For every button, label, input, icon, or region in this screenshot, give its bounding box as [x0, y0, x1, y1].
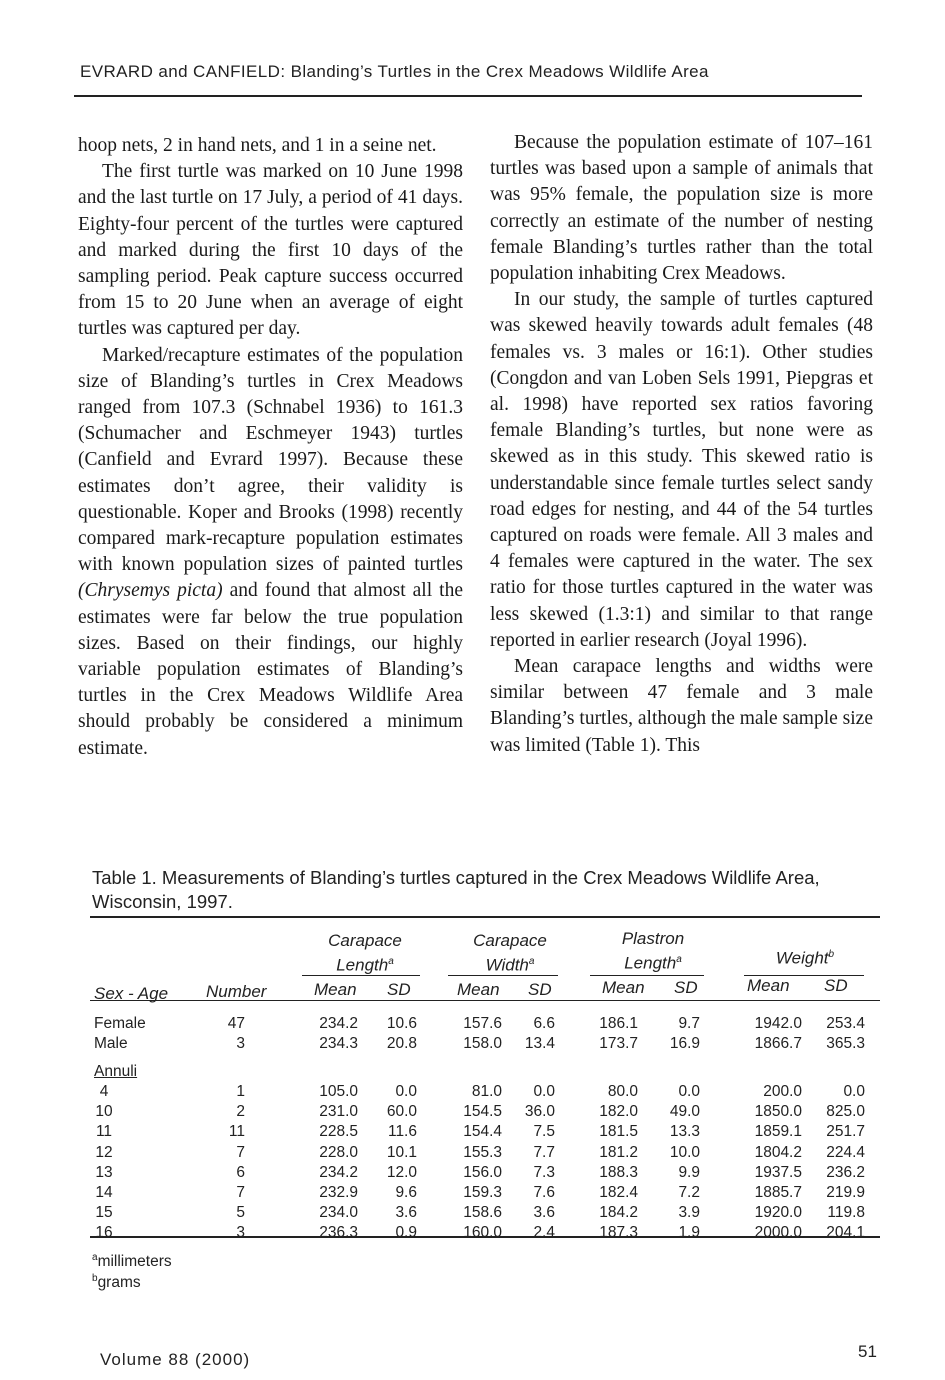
carapace-width-mean-cell: 159.3	[463, 1184, 502, 1201]
plastron-length-sd-cell: 10.0	[669, 1143, 700, 1161]
carapace-width-mean-cell: 157.6	[463, 1015, 502, 1032]
carapace-length-sd-cell: 0.9	[395, 1224, 417, 1242]
sex-age-cell: Female	[94, 1015, 146, 1032]
carapace-length-sd-cell: 9.6	[395, 1184, 417, 1201]
superscript: a	[388, 956, 394, 967]
plastron-length-sd-cell: 9.9	[678, 1163, 700, 1181]
sex-age-cell: 16	[95, 1224, 113, 1242]
table-row	[90, 1035, 880, 1055]
number-cell: 2	[236, 1103, 245, 1121]
carapace-length-mean-cell: 228.5	[319, 1123, 358, 1141]
table-row	[90, 1184, 880, 1204]
carapace-length-mean-cell: 234.0	[319, 1204, 358, 1222]
sex-age-cell: 10	[95, 1103, 113, 1121]
table-top-rule	[90, 916, 880, 918]
footnote-b	[92, 1273, 141, 1292]
carapace-width-sd-cell: 7.5	[533, 1123, 555, 1141]
measurements-table	[90, 916, 884, 1246]
table-row	[90, 1123, 880, 1143]
number-cell: 11	[228, 1123, 245, 1141]
footnote-mark: b	[92, 1273, 98, 1284]
column-header-sd: SD	[824, 976, 848, 995]
number-cell: 47	[227, 1015, 245, 1032]
group-header-label: Length	[336, 955, 389, 975]
sex-age-cell: 14	[95, 1184, 113, 1201]
weight-sd-cell: 236.2	[826, 1163, 865, 1181]
sex-age-cell: 11	[95, 1123, 113, 1141]
number-cell: 3	[236, 1224, 245, 1242]
left-paragraph-1: hoop nets, 2 in hand nets, and 1 in a seine net.	[78, 135, 437, 156]
group-header-line2	[440, 951, 580, 976]
column-header-sd: SD	[387, 980, 411, 999]
weight-sd-cell: 825.0	[826, 1103, 865, 1121]
carapace-width-sd-cell: 6.6	[533, 1015, 555, 1032]
left-paragraph-3	[78, 343, 463, 762]
weight-mean-cell: 2000.0	[754, 1224, 802, 1242]
table-row	[90, 1083, 880, 1103]
sex-age-cell: 13	[95, 1163, 113, 1181]
carapace-length-sd-cell: 11.6	[387, 1123, 417, 1141]
column-header-sd: SD	[528, 980, 552, 999]
right-column	[490, 130, 873, 759]
plastron-length-mean-cell: 181.2	[599, 1143, 638, 1161]
sex-age-cell: 12	[95, 1143, 113, 1161]
number-cell: 6	[236, 1163, 245, 1181]
column-header-mean: Mean	[457, 980, 500, 999]
plastron-length-sd-cell: 0.0	[678, 1083, 700, 1100]
plastron-length-sd-cell: 9.7	[678, 1015, 700, 1032]
footnote-a	[92, 1252, 172, 1271]
left-paragraph-3-part-a: Marked/recapture estimates of the population size of Blanding’s turtles in Crex Meadows ranged from 107.3 (Schnabel 1936) to 161.3 (Schumacher and Eschmeyer 1943) turtles (Canfield and Evrard 1997). Because these estimates don’t agree, their validity is questionable. Koper and Brooks (1998) recently compared mark-recapture population estimates with known population sizes of painted turtles	[78, 344, 463, 576]
superscript: a	[528, 956, 535, 967]
left-paragraph-2: The first turtle was marked on 10 June 1998 and the last turtle on 17 July, a period of 41 days. Eighty-four percent of the turtles were captured and marked during the first 10 days of the sampling period. Peak capture success occurred from 15 to 20 June when an average of eight turtles was captured per day.	[78, 161, 463, 340]
carapace-width-mean-cell: 154.4	[463, 1123, 502, 1141]
group-header-line1: Carapace	[328, 931, 402, 950]
group-header-carapace-width	[440, 930, 580, 976]
weight-mean-cell: 1859.1	[754, 1123, 802, 1141]
carapace-width-sd-cell: 0.0	[533, 1083, 555, 1100]
plastron-length-mean-cell: 188.3	[599, 1163, 638, 1181]
sex-age-cell: 15	[95, 1204, 113, 1222]
column-header-mean: Mean	[747, 976, 790, 995]
group-header-plastron-length	[583, 928, 723, 974]
carapace-width-mean-cell: 158.6	[463, 1204, 502, 1222]
carapace-length-sd-cell: 10.6	[386, 1015, 417, 1032]
group-header-line1: Carapace	[473, 931, 547, 950]
carapace-width-mean-cell: 156.0	[463, 1163, 502, 1181]
group-header-weight	[730, 944, 880, 969]
group-header-line2	[730, 944, 880, 969]
table-bottom-rule	[90, 1236, 880, 1238]
plastron-length-mean-cell: 182.4	[599, 1184, 638, 1201]
table-row	[90, 1164, 880, 1184]
group-header-label: Length	[624, 953, 677, 973]
carapace-length-sd-cell: 0.0	[395, 1083, 417, 1100]
column-header-mean: Mean	[602, 978, 645, 997]
weight-sd-cell: 253.4	[826, 1015, 865, 1032]
weight-sd-cell: 0.0	[843, 1083, 865, 1100]
superscript: b	[828, 949, 835, 960]
footnote-text: grams	[97, 1274, 141, 1292]
header-rule	[74, 95, 862, 97]
carapace-length-sd-cell: 12.0	[386, 1163, 417, 1181]
plastron-length-mean-cell: 80.0	[607, 1083, 638, 1100]
carapace-width-sd-cell: 7.6	[533, 1184, 555, 1201]
carapace-width-sd-cell: 7.7	[533, 1143, 555, 1161]
weight-mean-cell: 1866.7	[754, 1035, 802, 1053]
plastron-length-mean-cell: 181.5	[599, 1123, 638, 1141]
weight-sd-cell: 365.3	[826, 1035, 865, 1053]
plastron-length-sd-cell: 7.2	[678, 1184, 700, 1201]
group-rule-plastron-length	[590, 975, 704, 976]
carapace-width-mean-cell: 160.0	[463, 1224, 502, 1242]
plastron-length-mean-cell: 186.1	[599, 1015, 638, 1032]
weight-sd-cell: 204.1	[826, 1224, 865, 1242]
weight-sd-cell: 224.4	[826, 1143, 865, 1161]
group-rule-carapace-length	[302, 975, 420, 976]
sex-age-cell: Male	[94, 1035, 128, 1053]
group-rule-carapace-width	[448, 975, 558, 976]
sex-age-cell: 4	[99, 1083, 109, 1100]
superscript: a	[676, 954, 682, 965]
weight-mean-cell: 1850.0	[754, 1103, 802, 1121]
carapace-length-mean-cell: 234.3	[319, 1035, 358, 1053]
plastron-length-mean-cell: 187.3	[599, 1224, 638, 1242]
annuli-label: Annuli	[94, 1063, 138, 1080]
plastron-length-sd-cell: 13.3	[669, 1123, 700, 1141]
column-header-sex-age: Sex - Age	[94, 984, 169, 1003]
weight-mean-cell: 1920.0	[754, 1204, 802, 1222]
plastron-length-sd-cell: 1.9	[678, 1224, 700, 1242]
column-header-mean: Mean	[314, 980, 357, 999]
table-caption: Table 1. Measurements of Blanding’s turtles captured in the Crex Meadows Wildlife Area, Wisconsin, 1997.	[92, 867, 820, 912]
carapace-length-mean-cell: 231.0	[319, 1103, 358, 1121]
carapace-length-mean-cell: 236.3	[319, 1224, 358, 1242]
weight-mean-cell: 1885.7	[754, 1184, 802, 1201]
table-row	[90, 1015, 880, 1035]
footnote-mark: a	[92, 1252, 98, 1263]
column-header-number: Number	[206, 982, 267, 1001]
table-header-rule	[90, 1000, 880, 1001]
table-row	[90, 1204, 880, 1224]
number-cell: 7	[236, 1184, 245, 1201]
left-paragraph-3-part-b: and found that almost all the estimates were far below the true population sizes. Based on their findings, our highly variable population estimates of Blanding’s turtles in the Crex Meadows Wildlife Area should probably be considered a minimum estimate.	[78, 580, 463, 759]
number-cell: 7	[236, 1143, 245, 1161]
plastron-length-mean-cell: 184.2	[599, 1204, 638, 1222]
weight-sd-cell: 119.8	[827, 1204, 865, 1222]
carapace-width-mean-cell: 155.3	[463, 1143, 502, 1161]
page-number: 51	[858, 1342, 877, 1361]
running-head: EVRARD and CANFIELD: Blanding’s Turtles in the Crex Meadows Wildlife Area	[80, 62, 709, 81]
left-column	[78, 133, 463, 762]
group-header-line2	[583, 949, 723, 974]
plastron-length-mean-cell: 173.7	[599, 1035, 638, 1053]
carapace-length-mean-cell: 234.2	[319, 1163, 358, 1181]
group-header-label: Width	[485, 955, 529, 975]
species-name: (Chrysemys picta)	[78, 580, 223, 602]
table-row	[90, 1103, 880, 1123]
carapace-length-sd-cell: 20.8	[386, 1035, 417, 1053]
carapace-length-sd-cell: 60.0	[386, 1103, 417, 1121]
carapace-width-mean-cell: 154.5	[463, 1103, 502, 1121]
carapace-length-mean-cell: 105.0	[319, 1083, 358, 1100]
group-header-carapace-length	[295, 930, 435, 976]
weight-sd-cell: 251.7	[826, 1123, 865, 1141]
carapace-width-mean-cell: 81.0	[471, 1083, 502, 1100]
plastron-length-sd-cell: 49.0	[669, 1103, 700, 1121]
plastron-length-sd-cell: 3.9	[678, 1204, 700, 1222]
weight-mean-cell: 200.0	[763, 1083, 802, 1100]
carapace-length-sd-cell: 10.1	[386, 1143, 417, 1161]
weight-sd-cell: 219.9	[826, 1184, 865, 1201]
volume-footer: Volume 88 (2000)	[100, 1350, 251, 1369]
column-header-sd: SD	[674, 978, 698, 997]
group-header-line2	[295, 951, 435, 976]
right-paragraph-3: Mean carapace lengths and widths were similar between 47 female and 3 male Blanding’s turtles, although the male sample size was limited (Table 1). This	[490, 656, 873, 756]
footnote-text: millimeters	[97, 1253, 172, 1271]
carapace-width-sd-cell: 13.4	[524, 1035, 555, 1053]
weight-mean-cell: 1937.5	[754, 1163, 802, 1181]
weight-mean-cell: 1942.0	[754, 1015, 802, 1032]
carapace-width-sd-cell: 3.6	[533, 1204, 555, 1222]
carapace-width-sd-cell: 36.0	[524, 1103, 555, 1121]
carapace-length-mean-cell: 228.0	[319, 1143, 358, 1161]
group-header-label: Weight	[775, 948, 829, 968]
number-cell: 1	[236, 1083, 245, 1100]
right-paragraph-2: In our study, the sample of turtles captured was skewed heavily towards adult females (48 females vs. 3 males or 16:1). Other studies (Congdon and van Loben Sels 1991, Piepgras et al. 1998) have reported sex ratios favoring female Blanding’s turtles, but none were as skewed as in this study. This skewed ratio is understandable since female turtles select sandy road edges for nesting, and 44 of the 54 turtles captured on roads were female. All 3 males and 4 females were captured in the water. The sex ratio for those turtles captured in the water was less skewed (1.3:1) and similar to that range reported in earlier research (Joyal 1996).	[490, 289, 873, 651]
number-cell: 5	[236, 1204, 245, 1222]
number-cell: 3	[236, 1035, 245, 1053]
weight-mean-cell: 1804.2	[754, 1143, 802, 1161]
carapace-length-mean-cell: 234.2	[319, 1015, 358, 1032]
carapace-width-sd-cell: 7.3	[533, 1163, 555, 1181]
carapace-length-sd-cell: 3.6	[395, 1204, 417, 1222]
carapace-width-sd-cell: 2.4	[533, 1224, 555, 1242]
plastron-length-sd-cell: 16.9	[669, 1035, 700, 1053]
group-header-line1: Plastron	[621, 929, 685, 948]
table-row	[90, 1224, 880, 1244]
carapace-width-mean-cell: 158.0	[463, 1035, 502, 1053]
carapace-length-mean-cell: 232.9	[319, 1184, 358, 1201]
plastron-length-mean-cell: 182.0	[599, 1103, 638, 1121]
table-row	[90, 1144, 880, 1164]
right-paragraph-1: Because the population estimate of 107–161 turtles was based upon a sample of animals that was 95% female, the population size is more correctly an estimate of the number of nesting female Blanding’s turtles rather than the total population inhabiting Crex Meadows.	[490, 132, 873, 285]
